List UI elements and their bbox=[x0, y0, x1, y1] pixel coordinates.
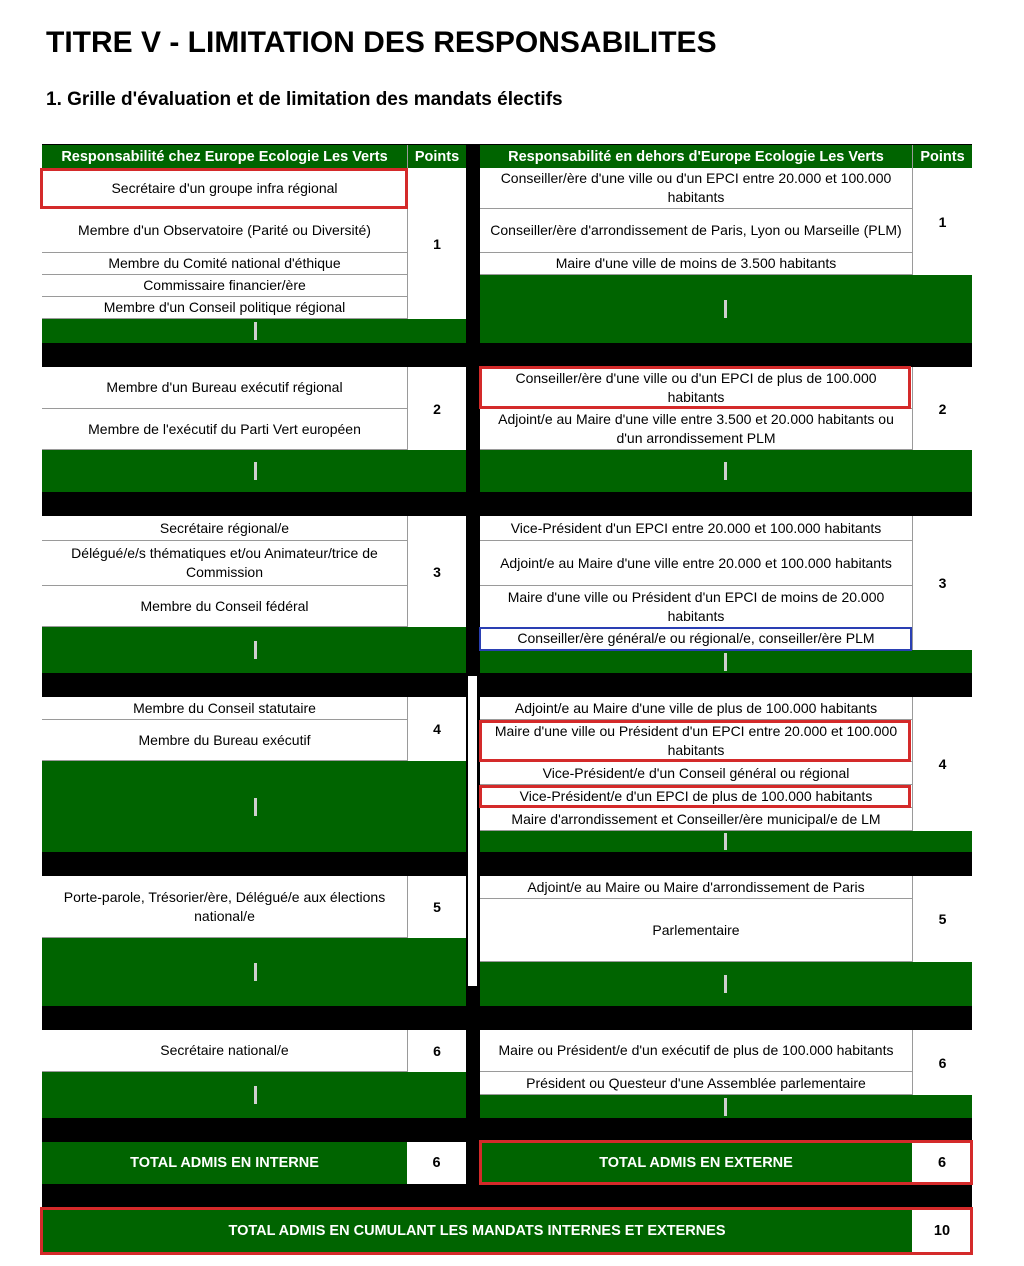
external-points-header: Points bbox=[912, 145, 972, 168]
spacer-tick bbox=[724, 653, 727, 671]
spacer-tick bbox=[254, 798, 257, 816]
highlight-red-box bbox=[479, 366, 911, 409]
cumul-frame bbox=[42, 1184, 972, 1208]
highlight-red-box bbox=[40, 168, 408, 209]
spacer-tick bbox=[254, 462, 257, 480]
external-role: Adjoint/e au Maire ou Maire d'arrondissement de Paris bbox=[480, 876, 912, 899]
internal-role: Membre du Bureau exécutif bbox=[42, 720, 407, 761]
internal-role: Secrétaire national/e bbox=[42, 1030, 407, 1072]
spacer-tick bbox=[254, 1086, 257, 1104]
internal-role: Membre du Conseil fédéral bbox=[42, 586, 407, 627]
external-role: Conseiller/ère d'une ville ou d'un EPCI de plus de 100.000 habitants bbox=[480, 367, 912, 409]
external-role: Conseiller/ère général/e ou régional/e, conseiller/ère PLM bbox=[480, 628, 912, 650]
spacer-tick bbox=[254, 641, 257, 659]
internal-points-header: Points bbox=[407, 145, 466, 168]
external-role: Président ou Questeur d'une Assemblée parlementaire bbox=[480, 1072, 912, 1095]
total-external-label: TOTAL ADMIS EN EXTERNE bbox=[480, 1142, 912, 1184]
highlight-red-box bbox=[479, 720, 911, 762]
internal-role: Commissaire financier/ère bbox=[42, 275, 407, 297]
internal-points: 1 bbox=[407, 168, 466, 319]
internal-header: Responsabilité chez Europe Ecologie Les Verts bbox=[42, 145, 407, 168]
highlight-red-box bbox=[40, 1207, 973, 1255]
external-header: Responsabilité en dehors d'Europe Ecologie Les Verts bbox=[480, 145, 912, 168]
internal-role: Secrétaire d'un groupe infra régional bbox=[42, 168, 407, 209]
internal-role: Membre d'un Observatoire (Parité ou Diversité) bbox=[42, 209, 407, 253]
external-role: Maire d'une ville ou Président d'un EPCI de moins de 20.000 habitants bbox=[480, 586, 912, 628]
section-title: 1. Grille d'évaluation et de limitation des mandats électifs bbox=[46, 89, 563, 110]
external-role: Conseiller/ère d'une ville ou d'un EPCI entre 20.000 et 100.000 habitants bbox=[480, 168, 912, 209]
spacer-tick bbox=[724, 833, 727, 850]
internal-role: Membre d'un Conseil politique régional bbox=[42, 297, 407, 319]
external-role: Maire d'une ville de moins de 3.500 habitants bbox=[480, 253, 912, 275]
total-internal-label: TOTAL ADMIS EN INTERNE bbox=[42, 1142, 407, 1184]
internal-role: Délégué/e/s thématiques et/ou Animateur/trice de Commission bbox=[42, 541, 407, 586]
total-cumul-label: TOTAL ADMIS EN CUMULANT LES MANDATS INTERNES ET EXTERNES bbox=[42, 1208, 912, 1254]
external-points: 2 bbox=[912, 367, 972, 450]
external-role: Vice-Président d'un EPCI entre 20.000 et 100.000 habitants bbox=[480, 516, 912, 541]
internal-points: 2 bbox=[407, 367, 466, 450]
spacer-tick bbox=[724, 462, 727, 480]
page-title: TITRE V - LIMITATION DES RESPONSABILITES bbox=[46, 26, 717, 59]
external-role: Adjoint/e au Maire d'une ville entre 20.000 et 100.000 habitants bbox=[480, 541, 912, 586]
internal-role: Membre d'un Bureau exécutif régional bbox=[42, 367, 407, 409]
internal-role: Membre du Comité national d'éthique bbox=[42, 253, 407, 275]
internal-role: Porte-parole, Trésorier/ère, Délégué/e aux élections national/e bbox=[42, 876, 407, 938]
external-role: Maire ou Président/e d'un exécutif de plus de 100.000 habitants bbox=[480, 1030, 912, 1072]
external-points: 4 bbox=[912, 697, 972, 831]
external-role: Adjoint/e au Maire d'une ville de plus de 100.000 habitants bbox=[480, 697, 912, 720]
highlight-red-box bbox=[479, 1140, 973, 1185]
external-role: Parlementaire bbox=[480, 899, 912, 962]
spacer-tick bbox=[724, 300, 727, 318]
spacer-tick bbox=[254, 963, 257, 981]
external-points: 3 bbox=[912, 516, 972, 650]
spacer-tick bbox=[724, 975, 727, 993]
external-role: Maire d'arrondissement et Conseiller/ère municipal/e de LM bbox=[480, 808, 912, 831]
internal-points: 4 bbox=[407, 697, 466, 761]
external-points: 1 bbox=[912, 168, 972, 275]
spacer-tick bbox=[724, 1098, 727, 1116]
internal-role: Secrétaire régional/e bbox=[42, 516, 407, 541]
total-external-value: 6 bbox=[912, 1142, 972, 1184]
external-role: Vice-Président/e d'un Conseil général ou régional bbox=[480, 762, 912, 785]
external-points: 6 bbox=[912, 1030, 972, 1095]
internal-points: 5 bbox=[407, 876, 466, 938]
highlight-red-box bbox=[479, 785, 911, 808]
divider-gap bbox=[468, 676, 477, 986]
internal-role: Membre de l'exécutif du Parti Vert européen bbox=[42, 409, 407, 450]
external-role: Maire d'une ville ou Président d'un EPCI entre 20.000 et 100.000 habitants bbox=[480, 720, 912, 762]
spacer-tick bbox=[254, 322, 257, 340]
highlight-blue-box bbox=[479, 627, 912, 651]
external-role: Vice-Président/e d'un EPCI de plus de 100.000 habitants bbox=[480, 785, 912, 808]
internal-points: 3 bbox=[407, 516, 466, 627]
total-internal-value: 6 bbox=[407, 1142, 466, 1184]
external-role: Adjoint/e au Maire d'une ville entre 3.500 et 20.000 habitants ou d'un arrondissement PLM bbox=[480, 409, 912, 450]
total-cumul-value: 10 bbox=[912, 1208, 972, 1254]
external-role: Conseiller/ère d'arrondissement de Paris, Lyon ou Marseille (PLM) bbox=[480, 209, 912, 253]
internal-role: Membre du Conseil statutaire bbox=[42, 697, 407, 720]
internal-points: 6 bbox=[407, 1030, 466, 1072]
external-points: 5 bbox=[912, 876, 972, 962]
